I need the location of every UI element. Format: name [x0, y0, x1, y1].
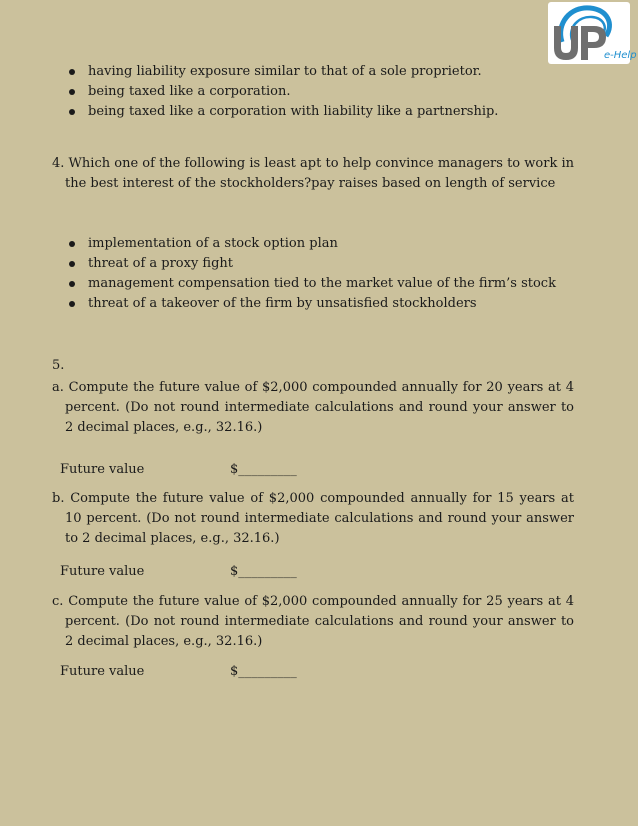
- bullet-icon: [69, 109, 75, 115]
- list-item: threat of a takeover of the firm by unsatisfied stockholders: [66, 294, 556, 314]
- up-ehelp-logo: [548, 2, 637, 64]
- answer-label: Future value: [60, 564, 145, 579]
- bullet-icon: [69, 89, 75, 95]
- answer-blank: $_________: [230, 462, 297, 477]
- list-item: having liability exposure similar to that of a sole proprietor.: [66, 62, 498, 82]
- list-item: management compensation tied to the market value of the firm’s stock: [66, 274, 556, 294]
- question-4-options: [66, 234, 556, 314]
- list-item: being taxed like a corporation with liability like a partnership.: [66, 102, 498, 122]
- bullet-icon: [69, 69, 75, 75]
- answer-label: Future value: [60, 664, 145, 679]
- bullet-icon: [69, 261, 75, 267]
- list-item: being taxed like a corporation.: [66, 82, 498, 102]
- bullet-icon: [69, 241, 75, 247]
- question-4-text: 4. Which one of the following is least apt to help convince managers to work in the best interest of the stockholders?pay raises based on length of service: [52, 156, 574, 191]
- question-5b-text: b. Compute the future value of $2,000 compounded annually for 15 years at 10 percent. (Do not round intermediate calculations and round your answer to 2 decimal places, e.g., 32.16.): [52, 491, 574, 546]
- list-item: threat of a proxy fight: [66, 254, 556, 274]
- answer-blank: $_________: [230, 564, 297, 579]
- answer-label: Future value: [60, 462, 145, 477]
- answer-blank: $_________: [230, 664, 297, 679]
- list-item: implementation of a stock option plan: [66, 234, 556, 254]
- bullet-icon: [69, 281, 75, 287]
- question-5c-answer: [60, 662, 297, 682]
- question-5-number: 5.: [52, 358, 65, 373]
- question-5a-text: a. Compute the future value of $2,000 compounded annually for 20 years at 4 percent. (Do not round intermediate calculations and round your answer to 2 decimal places, e.g., 32.16.): [52, 380, 574, 435]
- question-5b-answer: [60, 562, 297, 582]
- question-5c-text: c. Compute the future value of $2,000 compounded annually for 25 years at 4 percent. (Do not round intermediate calculations and round your answer to 2 decimal places, e.g., 32.16.): [52, 594, 574, 649]
- question-5a-answer: [60, 460, 297, 480]
- bullet-icon: [69, 301, 75, 307]
- top-bullet-list: [66, 62, 498, 122]
- logo-tagline: e-Help: [604, 50, 637, 61]
